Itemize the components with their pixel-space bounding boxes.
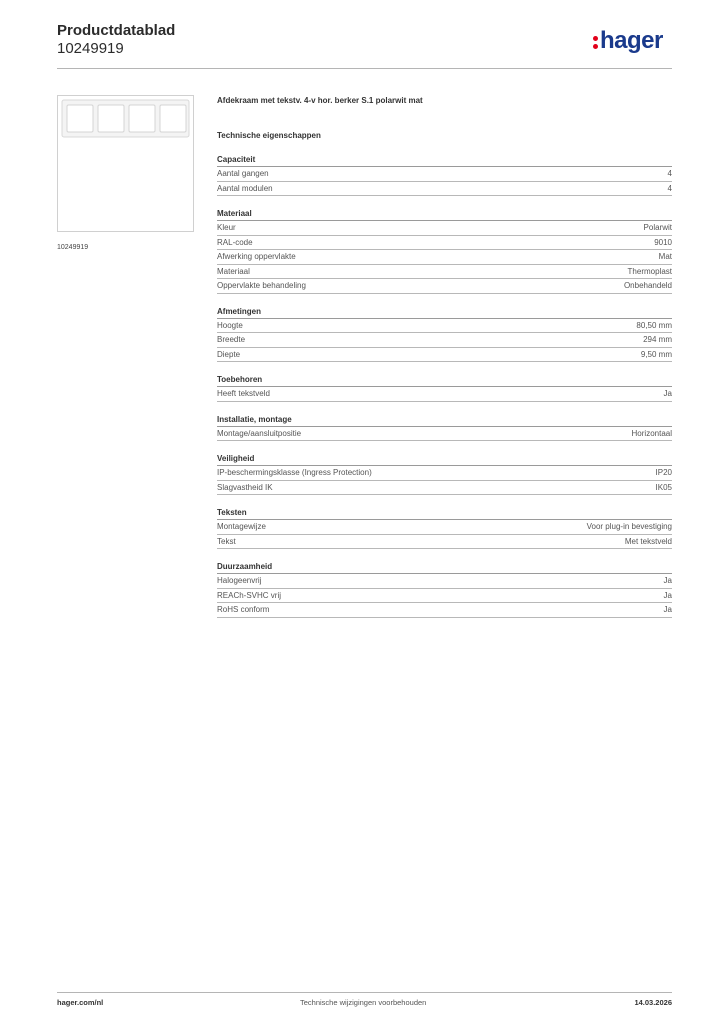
- property-label: Heeft tekstveld: [217, 389, 270, 398]
- property-row: [217, 319, 672, 334]
- property-row: [217, 466, 672, 481]
- section-title: Teksten: [217, 507, 672, 520]
- frame-slot: [67, 105, 93, 132]
- section: [217, 208, 672, 294]
- property-label: Tekst: [217, 536, 236, 546]
- property-row: [217, 348, 672, 363]
- property-value: 9,50 mm: [640, 349, 672, 359]
- property-row: [217, 520, 672, 535]
- property-row: [217, 427, 672, 442]
- frame-slot: [160, 105, 186, 132]
- product-title: Afdekraam met tekstv. 4-v hor. berker S.1 polarwit mat: [217, 96, 423, 105]
- property-label: Aantal gangen: [217, 169, 269, 178]
- property-value: Onbehandeld: [623, 281, 672, 290]
- property-label: Afwerking oppervlakte: [217, 252, 296, 261]
- property-label: Aantal modulen: [217, 183, 273, 193]
- frame-illustration: [58, 96, 193, 231]
- property-value: 294 mm: [643, 335, 672, 344]
- property-value: 80,50 mm: [636, 320, 672, 330]
- footer-divider: [57, 992, 672, 993]
- logo-dots-icon: [593, 33, 598, 49]
- property-row: [217, 221, 672, 236]
- product-id: 10249919: [57, 40, 124, 57]
- property-label: Halogeenvrij: [217, 576, 262, 585]
- property-value: Thermoplast: [627, 266, 672, 276]
- property-label: IP-beschermingsklasse (Ingress Protection): [217, 468, 372, 477]
- section-title: Duurzaamheid: [217, 561, 672, 574]
- frame-slot: [98, 105, 124, 132]
- property-sections: [217, 154, 672, 618]
- property-value: 9010: [654, 237, 672, 247]
- property-row: [217, 265, 672, 280]
- property-label: Diepte: [217, 349, 241, 359]
- footer-website: hager.com/nl: [57, 998, 104, 1007]
- property-value: Horizontaal: [631, 428, 672, 438]
- section: [217, 306, 672, 363]
- property-row: [217, 236, 672, 251]
- property-value: 4: [667, 169, 672, 178]
- property-label: RAL-code: [217, 237, 253, 247]
- property-label: Breedte: [217, 335, 246, 344]
- property-label: Kleur: [217, 223, 236, 232]
- property-value: Ja: [663, 576, 672, 585]
- property-value: Voor plug-in bevestiging: [586, 522, 672, 531]
- property-row: [217, 182, 672, 197]
- header-divider: [57, 68, 672, 69]
- property-label: Materiaal: [217, 266, 250, 276]
- section: [217, 414, 672, 442]
- section: [217, 507, 672, 549]
- property-row: [217, 167, 672, 182]
- frame-slot: [129, 105, 155, 132]
- section: [217, 154, 672, 196]
- property-label: Montage/aansluitpositie: [217, 428, 302, 438]
- section-title: Veiligheid: [217, 453, 672, 466]
- image-caption: 10249919: [57, 244, 89, 251]
- property-row: [217, 603, 672, 618]
- section: [217, 561, 672, 618]
- section-title: Toebehoren: [217, 374, 672, 387]
- footer-date: 14.03.2026: [634, 998, 672, 1007]
- property-row: [217, 589, 672, 604]
- tech-heading: Technische eigenschappen: [217, 131, 321, 140]
- property-label: REACh-SVHC vrij: [217, 590, 282, 600]
- logo-text: hager: [600, 27, 663, 54]
- product-image: [57, 95, 194, 232]
- property-row: [217, 279, 672, 294]
- property-label: RoHS conform: [217, 605, 270, 614]
- property-value: Ja: [663, 389, 672, 398]
- property-value: IP20: [655, 468, 672, 477]
- property-row: [217, 387, 672, 402]
- property-label: Slagvastheid IK: [217, 482, 273, 492]
- section-title: Materiaal: [217, 208, 672, 221]
- property-label: Hoogte: [217, 320, 243, 330]
- property-value: IK05: [655, 482, 672, 492]
- property-row: [217, 481, 672, 496]
- page-title: Productdatablad: [57, 22, 176, 39]
- property-row: [217, 250, 672, 265]
- datasheet-content: [217, 95, 672, 618]
- property-label: Oppervlakte behandeling: [217, 281, 306, 290]
- section-title: Installatie, montage: [217, 414, 672, 427]
- hager-logo: [593, 27, 663, 55]
- section-title: Afmetingen: [217, 306, 672, 319]
- property-value: Ja: [663, 605, 672, 614]
- property-value: Polarwit: [643, 223, 672, 232]
- property-row: [217, 333, 672, 348]
- section-title: Capaciteit: [217, 154, 672, 167]
- section: [217, 453, 672, 495]
- section: [217, 374, 672, 402]
- property-value: Mat: [658, 252, 672, 261]
- property-value: 4: [667, 183, 672, 193]
- property-row: [217, 574, 672, 589]
- property-value: Ja: [663, 590, 672, 600]
- property-row: [217, 535, 672, 550]
- footer-notice: Technische wijzigingen voorbehouden: [300, 998, 427, 1007]
- property-value: Met tekstveld: [624, 536, 672, 546]
- property-label: Montagewijze: [217, 522, 266, 531]
